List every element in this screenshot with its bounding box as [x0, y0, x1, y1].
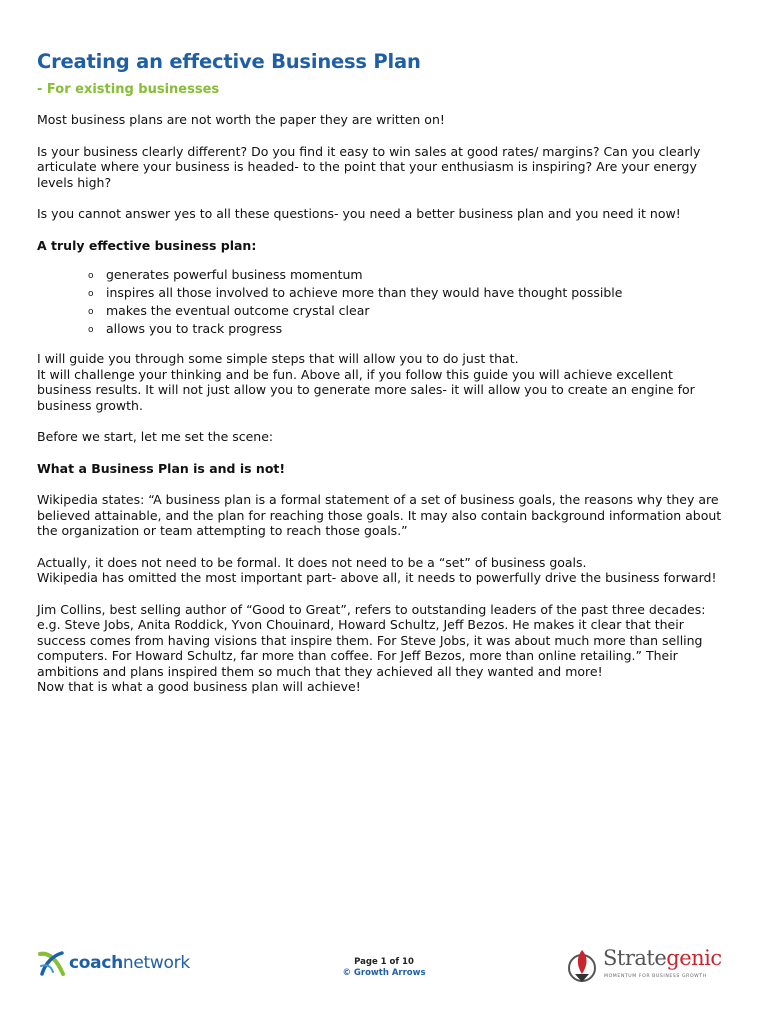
list-item: o generates powerful business momentum [88, 266, 727, 284]
paragraph-conclusion: Now that is what a good business plan will achieve! [37, 679, 361, 694]
paragraph-questions: Is your business clearly different? Do you find it easy to win sales at good rates/ margins? Can you clearly articulate where your business is headed- to the point that your enthusiasm is inspiring? Are your energy levels high? [37, 143, 701, 190]
paragraph-omitted: Wikipedia has omitted the most important part- above all, it needs to powerfully drive the business forward! [37, 570, 717, 585]
strategenic-tagline: MOMENTUM FOR BUSINESS GROWTH [604, 974, 707, 979]
list-item: o inspires all those involved to achieve more than they would have thought possible [88, 284, 727, 302]
list-item: o makes the eventual outcome crystal clear [88, 302, 727, 320]
paragraph-set-scene: Before we start, let me set the scene: [37, 429, 274, 444]
paragraph-need-plan: Is you cannot answer yes to all these questions- you need a better business plan and you need it now! [37, 206, 681, 221]
heading-what-plan-is: What a Business Plan is and is not! [37, 460, 286, 476]
bullet-marker: o [88, 325, 94, 335]
heading-effective-plan: A truly effective business plan: [37, 237, 257, 253]
copyright-text: © Growth Arrows [342, 968, 426, 978]
bullet-marker: o [88, 307, 94, 317]
coachnetwork-logo: coachnetwork [37, 948, 190, 978]
bullet-list [37, 266, 727, 338]
paragraph-wikipedia: Wikipedia states: “A business plan is a formal statement of a set of business goals, the reasons why they are believed attainable, and the plan for reaching those goals. It may also contain background information about the organization or team attempting to reach those goals.” [37, 492, 722, 538]
bullet-marker: o [88, 289, 94, 299]
paragraph-challenge: It will challenge your thinking and be fun. Above all, if you follow this guide you will achieve excellent business results. It will not just allow you to generate more sales- it will allow you to create an engine for business growth. [37, 366, 695, 413]
list-item: o allows you to track progress [88, 320, 727, 338]
page-footer [0, 940, 768, 1000]
strategenic-flame-logo [565, 944, 603, 990]
document-body [37, 50, 727, 695]
document-title: Creating an effective Business Plan [37, 50, 421, 73]
paragraph-guide: I will guide you through some simple steps that will allow you to do just that. [37, 351, 519, 366]
paragraph-jim-collins: Jim Collins, best selling author of “Good to Great”, refers to outstanding leaders of the past three decades: e.g. Steve Jobs, Anita Roddick, Yvon Chouinard, Howard Schultz, Jeff Bezos. He makes it clear that their success comes from having visions that inspire them. For Steve Jobs, it was about much more than selling computers. For Howard Schultz, far more than coffee. For Jeff Bezos, more than online retailing.” Their ambitions and plans inspired them so much that they achieved all they wanted and more! [37, 601, 706, 679]
paragraph-intro: Most business plans are not worth the paper they are written on! [37, 112, 445, 127]
page-number: Page 1 of 10 [354, 957, 414, 967]
bullet-marker: o [88, 271, 94, 281]
document-subtitle: - For existing businesses [37, 82, 220, 97]
paragraph-not-formal: Actually, it does not need to be formal. It does not need to be a “set” of business goals. [37, 554, 587, 570]
strategenic-logo: Strategenic MOMENTUM FOR BUSINESS GROWTH [565, 944, 735, 988]
